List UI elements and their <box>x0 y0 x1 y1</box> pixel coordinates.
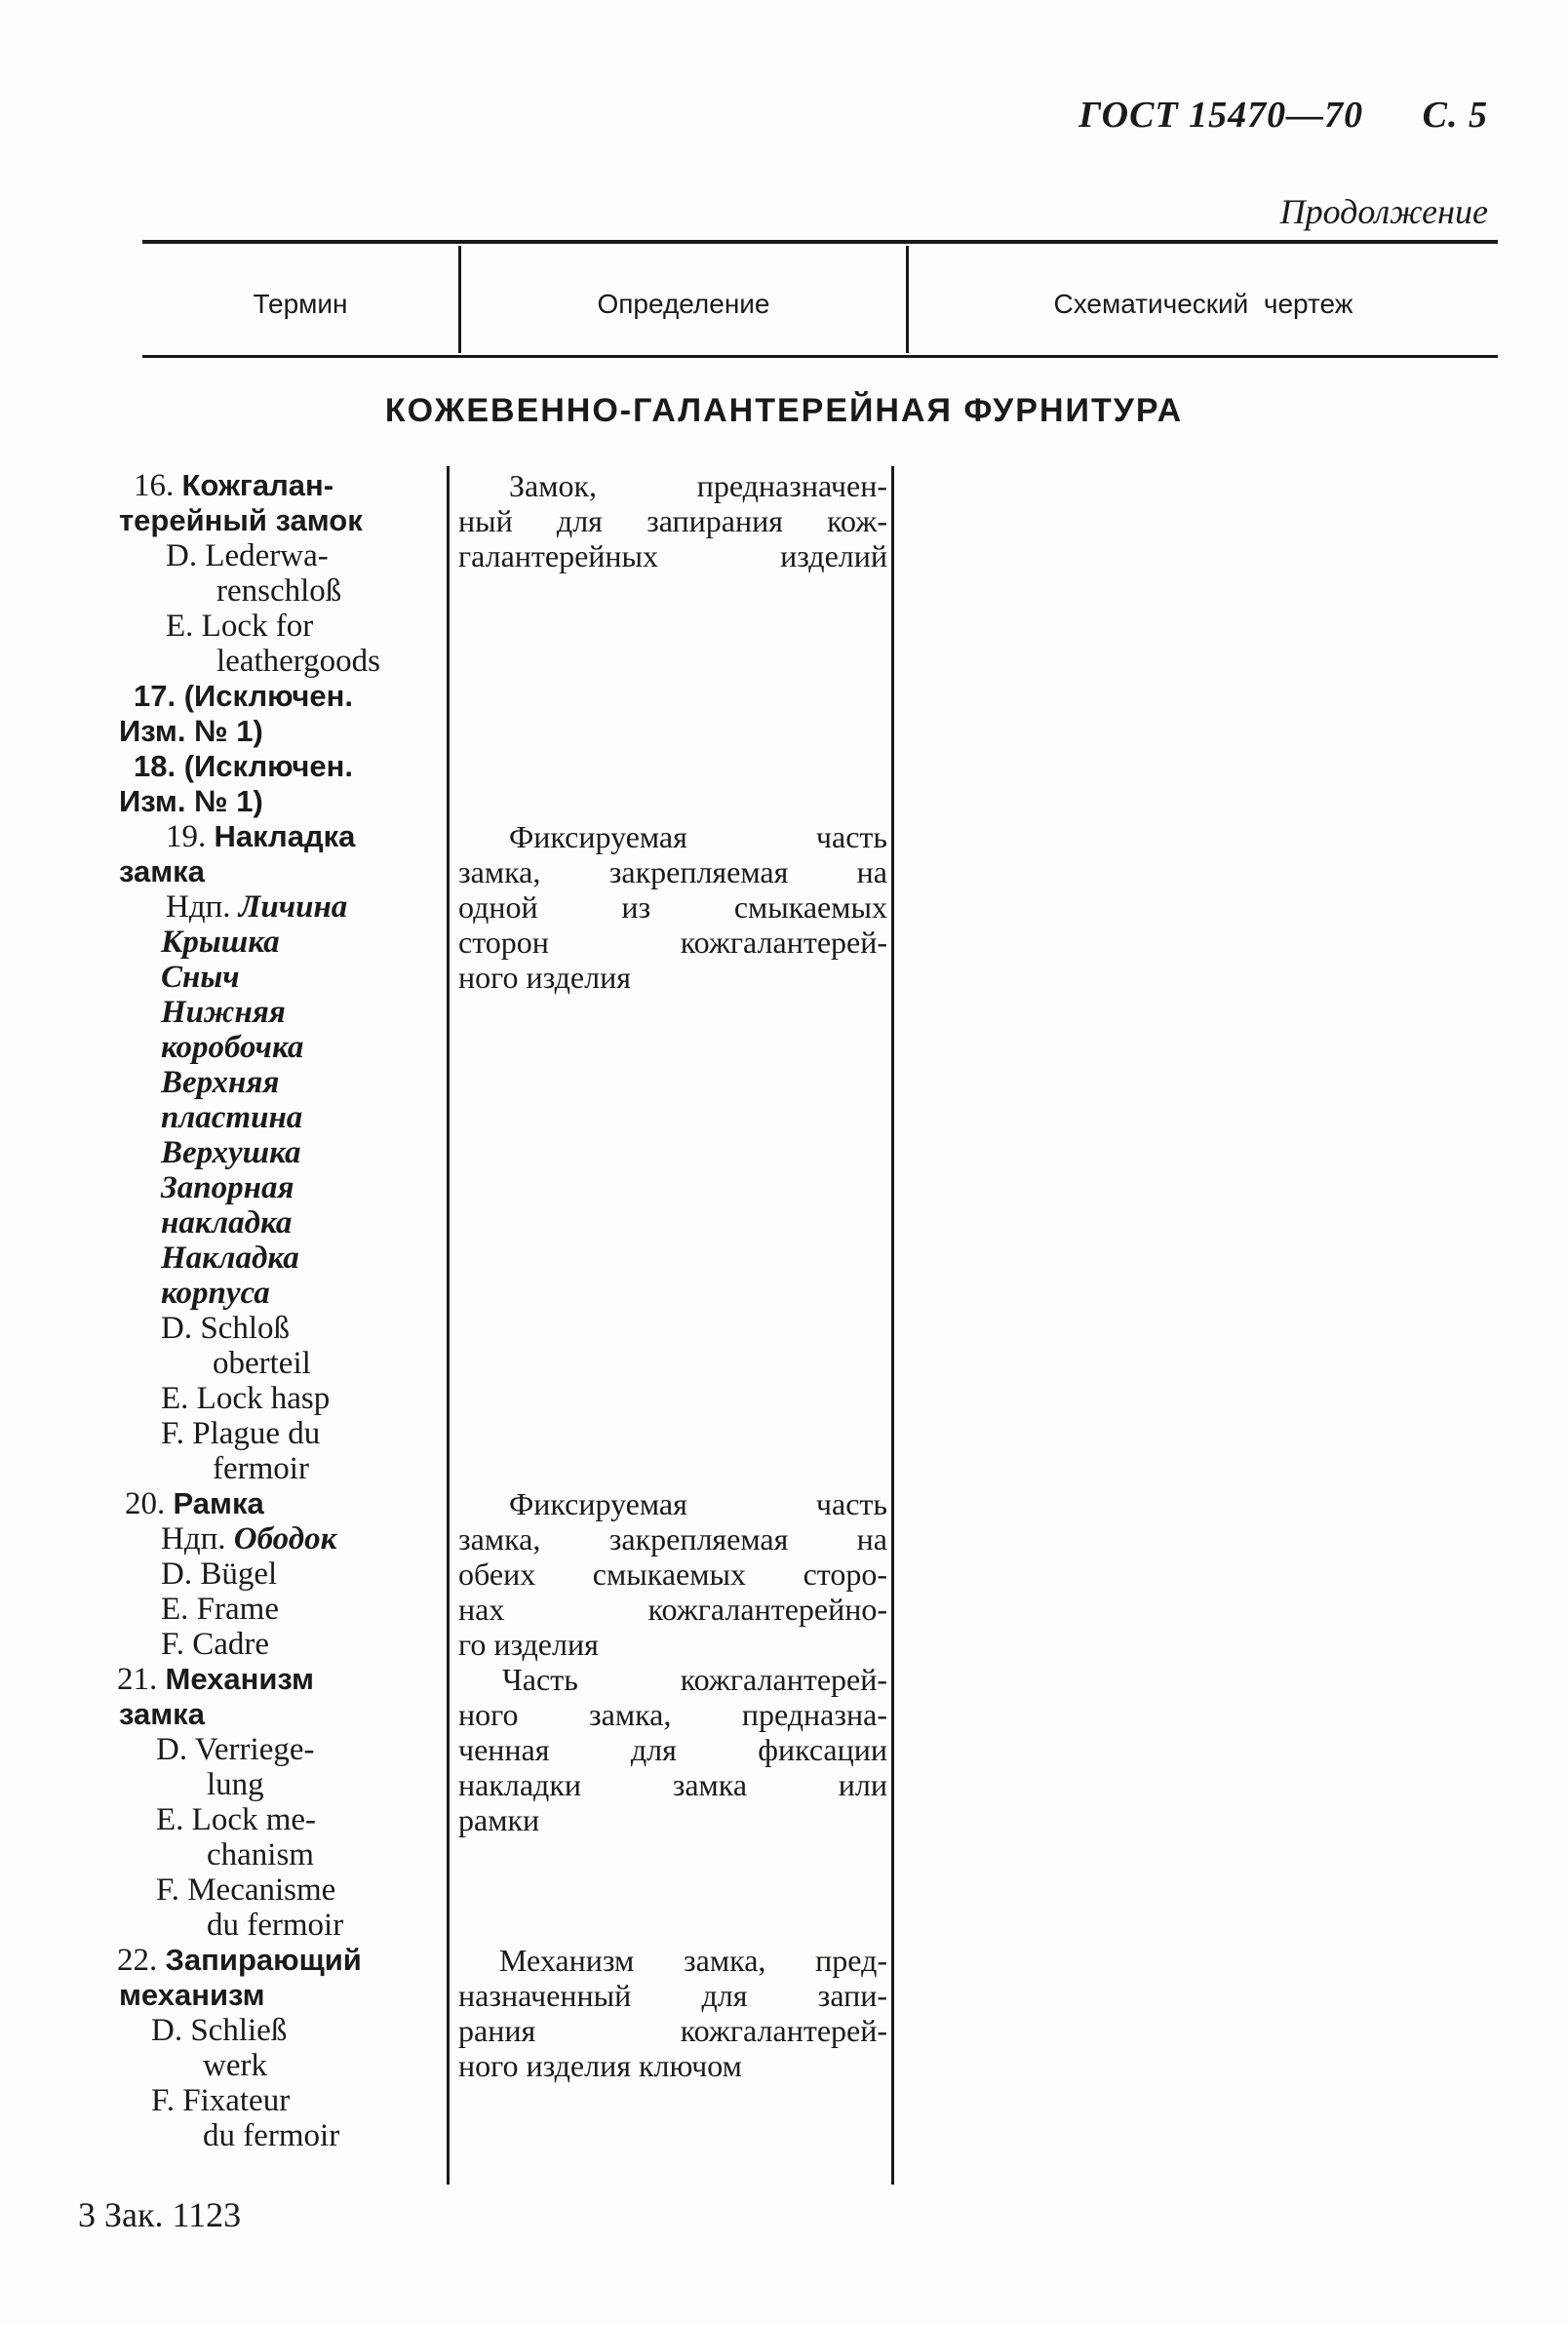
term-number: 20. <box>125 1486 166 1521</box>
definition-line: ченная для фиксации <box>458 1732 887 1767</box>
term-title: Накладка <box>214 819 356 853</box>
synonym: корпуса <box>161 1276 270 1311</box>
synonym: коробочка <box>161 1030 304 1065</box>
term-de: D. Bügel <box>161 1557 278 1592</box>
definition-line: ного изделия ключом <box>458 2048 742 2083</box>
definition-line: го изделия <box>458 1627 599 1662</box>
term-title: замка <box>119 1697 205 1731</box>
term-title: замка <box>119 854 205 888</box>
term-en: E. Lock hasp <box>161 1381 331 1416</box>
term-excluded: 18. (Исключен. <box>134 749 354 783</box>
term-de: oberteil <box>213 1346 311 1381</box>
definition-line: ного замка, предназна- <box>458 1697 887 1732</box>
definition-line: ный для запирания кож- <box>458 503 887 538</box>
standard-number: ГОСТ 15470—70 <box>1078 95 1364 136</box>
definition-line: сторон кожгалантерей- <box>458 925 887 960</box>
term-de: werk <box>203 2048 267 2083</box>
term-de: D. Schließ <box>151 2013 288 2048</box>
body-divider-1 <box>447 466 450 2185</box>
term-de: D. Verriege- <box>156 1732 315 1767</box>
table-top-rule <box>142 240 1498 244</box>
term-en: E. Frame <box>161 1592 279 1627</box>
term-en: chanism <box>207 1837 314 1872</box>
term-fr: F. Mecanisme <box>156 1872 336 1908</box>
continuation-label: Продолжение <box>1279 192 1488 231</box>
definition-line: одной из смыкаемых <box>458 889 887 925</box>
term-excluded: Изм. № 1) <box>119 784 263 818</box>
term-en: E. Lock for <box>166 609 314 644</box>
synonym: Накладка <box>161 1241 299 1276</box>
definition-line: Фиксируемая часть <box>509 819 887 854</box>
definition-line: накладки замка или <box>458 1767 887 1802</box>
definition-line: назначенный для запи- <box>458 1978 887 2013</box>
term-de: renschloß <box>216 573 342 609</box>
definition-22 <box>458 1943 887 2083</box>
term-title: Запирающий <box>165 1943 362 1977</box>
definition-20 <box>458 1486 887 1662</box>
definition-line: Замок, предназначен- <box>509 468 887 503</box>
definition-19 <box>458 819 887 995</box>
term-fr: F. Plague du <box>161 1416 321 1451</box>
term-excluded: 17. (Исключен. <box>134 679 354 713</box>
ndp-label: Ндп. <box>161 1521 226 1557</box>
column-header-term: Термин <box>253 289 348 319</box>
ndp-label: Ндп. <box>166 889 231 925</box>
synonym: Ободок <box>233 1521 337 1557</box>
term-title: Механизм <box>165 1662 314 1696</box>
synonym: Запорная <box>161 1170 294 1205</box>
term-fr: du fermoir <box>207 1908 344 1943</box>
definition-line: рания кожгалантерей- <box>458 2013 887 2048</box>
column-header-drawing: Схематический чертеж <box>1053 289 1353 319</box>
term-fr: du fermoir <box>203 2118 340 2153</box>
synonym: Сныч <box>161 960 240 995</box>
definition-line: нах кожгалантерейно- <box>458 1592 887 1627</box>
section-title: КОЖЕВЕННО-ГАЛАНТЕРЕЙНАЯ ФУРНИТУРА <box>384 392 1184 429</box>
synonym: Нижняя <box>161 995 286 1030</box>
definition-line: Фиксируемая часть <box>509 1486 887 1521</box>
term-title: механизм <box>119 1978 265 2012</box>
definition-line: обеих смыкаемых сторо- <box>458 1557 887 1592</box>
definition-line: замка, закрепляемая на <box>458 854 887 889</box>
print-order-footer: 3 Зак. 1123 <box>78 2195 242 2234</box>
table-header-bottom-rule <box>142 355 1498 358</box>
definition-line: ного изделия <box>458 960 631 995</box>
term-en: leathergoods <box>216 644 381 679</box>
term-en: E. Lock me- <box>156 1802 317 1837</box>
term-title: терейный замок <box>119 503 363 537</box>
synonym: пластина <box>161 1100 303 1135</box>
term-de: D. Schloß <box>161 1311 290 1346</box>
synonym: Верхняя <box>161 1065 280 1100</box>
term-title: Рамка <box>173 1486 264 1520</box>
definition-line: замка, закрепляемая на <box>458 1521 887 1557</box>
document-code <box>1078 94 1488 137</box>
body-divider-2 <box>891 466 894 2185</box>
definition-16 <box>458 468 887 573</box>
definition-21 <box>458 1662 887 1837</box>
column-header-definition: Определение <box>597 289 770 319</box>
term-de: D. Lederwa- <box>166 538 329 573</box>
term-number: 21. <box>117 1662 158 1697</box>
term-fr: fermoir <box>213 1451 309 1486</box>
definition-line: Часть кожгалантерей- <box>502 1662 887 1697</box>
definition-line: галантерейных изделий <box>458 538 887 573</box>
term-fr: F. Fixateur <box>151 2083 291 2118</box>
synonym: Верхушка <box>161 1135 301 1170</box>
synonym: Личина <box>238 889 348 925</box>
term-title: Кожгалан- <box>181 468 334 502</box>
term-number: 22. <box>117 1943 158 1978</box>
definition-line: рамки <box>458 1802 540 1837</box>
synonym: Крышка <box>161 925 280 960</box>
definition-line: Механизм замка, пред- <box>499 1943 887 1978</box>
synonym: накладка <box>161 1205 293 1241</box>
term-number: 16. <box>134 468 175 503</box>
term-fr: F. Cadre <box>161 1627 270 1662</box>
page-number: С. 5 <box>1422 95 1488 136</box>
term-excluded: Изм. № 1) <box>119 714 263 748</box>
term-de: lung <box>207 1767 264 1802</box>
term-number: 19. <box>166 819 207 854</box>
